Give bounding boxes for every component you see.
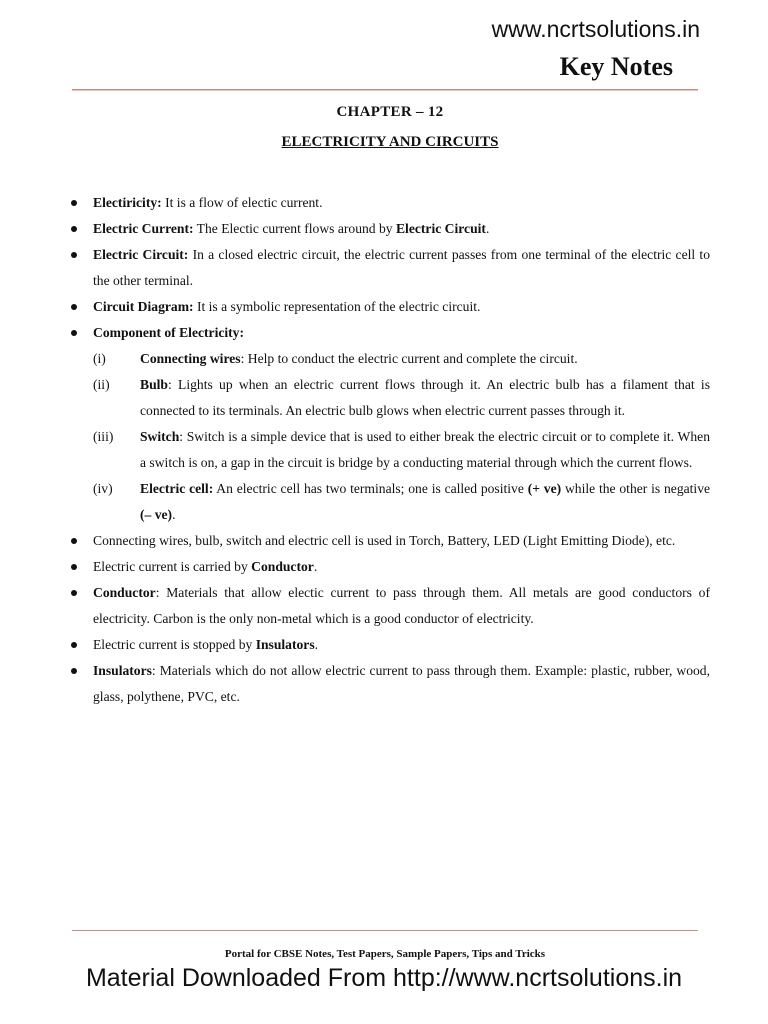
component-term: Electric cell: [140, 481, 214, 496]
notes-list [68, 190, 710, 710]
list-item [68, 632, 710, 658]
chapter-title-text: ELECTRICITY AND CIRCUITS [281, 134, 499, 150]
list-item [68, 320, 710, 346]
item-bold: Electric Circuit [395, 221, 486, 236]
component-end: . [172, 507, 176, 522]
list-item [68, 190, 710, 216]
item-end: . [313, 559, 318, 574]
item-end: . [485, 221, 490, 236]
component-item [68, 476, 710, 528]
list-item [68, 528, 710, 554]
component-item [68, 346, 710, 372]
site-url: www.ncrtsolutions.in [491, 16, 700, 42]
component-number: (ii) [93, 377, 110, 392]
component-text: An electric cell has two terminals; one is called positive [213, 481, 528, 496]
item-term: Component of Electricity: [93, 325, 245, 340]
item-end: . [314, 637, 319, 652]
component-bold-end: (– ve) [140, 507, 173, 522]
component-number: (iv) [93, 481, 113, 496]
item-text: The Electic current flows around by [193, 221, 396, 236]
item-text: In a closed electric circuit, the electric current passes from one terminal of the electric cell to the other terminal. [93, 247, 710, 288]
component-bold: (+ ve) [527, 481, 562, 496]
item-bold: Conductor [251, 559, 314, 574]
item-text: : Materials that allow electic current to pass through them. All metals are good conductors of electricity. Carbon is the only non-metal which is a good conductor of electricity. [93, 585, 710, 626]
item-text: It is a symbolic representation of the electric circuit. [193, 299, 481, 314]
list-item [68, 242, 710, 294]
component-text: : Help to conduct the electric current and complete the circuit. [240, 351, 578, 366]
item-term: Circuit Diagram: [93, 299, 194, 314]
list-item [68, 294, 710, 320]
header-divider [72, 89, 698, 91]
item-term: Electiricity: [93, 195, 162, 210]
footer-portal-text: Portal for CBSE Notes, Test Papers, Sample Papers, Tips and Tricks [224, 948, 546, 960]
chapter-number: CHAPTER – 12 [336, 104, 444, 120]
footer-download-text: Material Downloaded From http://www.ncrtsolutions.in [85, 964, 683, 992]
key-notes-heading: Key Notes [559, 52, 673, 81]
item-text: It is a flow of electic current. [161, 195, 323, 210]
component-text: : Lights up when an electric current flows through it. An electric bulb has a filament that is connected to its terminals. An electric bulb glows when electric current passes through it. [140, 377, 710, 418]
component-text: : Switch is a simple device that is used to either break the electric circuit or to complete it. When a switch is on, a gap in the circuit is bridge by a conducting material through which the current flows. [140, 429, 710, 470]
item-term: Electric Current: [93, 221, 194, 236]
chapter-title [0, 134, 768, 151]
list-item [68, 580, 710, 632]
item-text: : Materials which do not allow electric current to pass through them. Example: plastic, rubber, wood, glass, polythene, PVC, etc. [93, 663, 710, 704]
item-text: Electric current is stopped by [93, 637, 256, 652]
item-term: Insulators [93, 663, 152, 678]
footer-divider [72, 930, 698, 931]
component-number: (iii) [93, 429, 114, 444]
item-bold: Insulators [255, 637, 315, 652]
component-number: (i) [93, 351, 106, 366]
component-item [68, 424, 710, 476]
component-item [68, 372, 710, 424]
list-item [68, 554, 710, 580]
list-item [68, 658, 710, 710]
component-term: Switch [140, 429, 180, 444]
item-term: Electric Circuit: [93, 247, 189, 262]
component-term: Connecting wires [140, 351, 241, 366]
item-text: Electric current is carried by [93, 559, 252, 574]
list-item [68, 216, 710, 242]
item-text: Connecting wires, bulb, switch and electric cell is used in Torch, Battery, LED (Light Emitting Diode), etc. [93, 533, 676, 548]
component-term: Bulb [140, 377, 168, 392]
item-term: Conductor [93, 585, 156, 600]
component-text-2: while the other is negative [561, 481, 711, 496]
